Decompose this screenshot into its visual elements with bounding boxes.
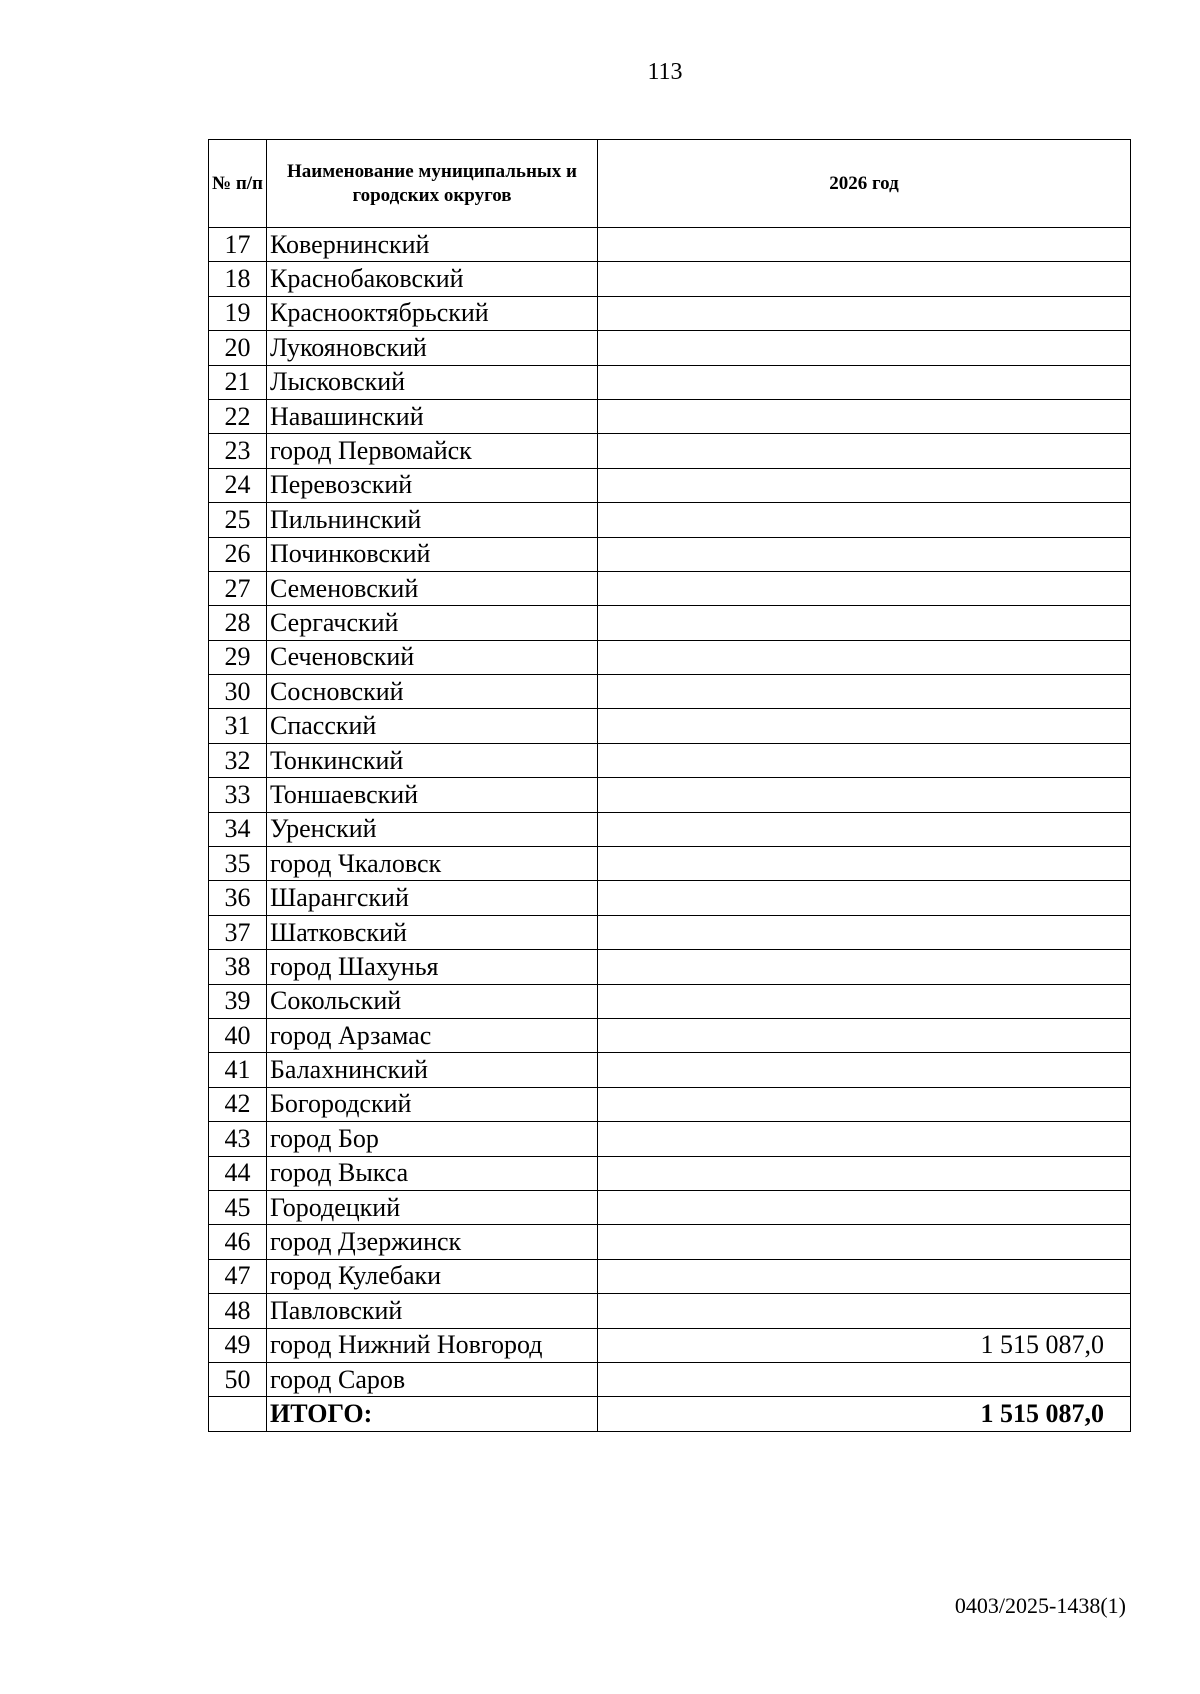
row-name: Городецкий	[267, 1190, 598, 1224]
total-number-cell	[209, 1397, 267, 1432]
row-value	[598, 778, 1131, 812]
table-row	[209, 709, 1131, 743]
header-name	[267, 140, 598, 228]
row-value	[598, 434, 1131, 468]
table-row	[209, 228, 1131, 262]
row-value	[598, 296, 1131, 330]
row-value	[598, 675, 1131, 709]
row-name: Сосновский	[267, 675, 598, 709]
table-row	[209, 537, 1131, 571]
table-row	[209, 1294, 1131, 1328]
row-number: 30	[209, 675, 267, 709]
row-number: 45	[209, 1190, 267, 1224]
table-row	[209, 571, 1131, 605]
row-number: 39	[209, 984, 267, 1018]
row-name: Перевозский	[267, 468, 598, 502]
row-name: город Арзамас	[267, 1018, 598, 1052]
table-row	[209, 915, 1131, 949]
row-number: 41	[209, 1053, 267, 1087]
row-value	[598, 468, 1131, 502]
row-number: 29	[209, 640, 267, 674]
table-row	[209, 1018, 1131, 1052]
table-row	[209, 331, 1131, 365]
header-name-label: Наименование муниципальных и городских округов	[287, 160, 577, 206]
row-number: 40	[209, 1018, 267, 1052]
row-value: 1 515 087,0	[598, 1328, 1131, 1362]
row-name: Ковернинский	[267, 228, 598, 262]
row-number: 42	[209, 1087, 267, 1121]
row-value	[598, 984, 1131, 1018]
row-name: город Саров	[267, 1362, 598, 1396]
row-number: 38	[209, 950, 267, 984]
row-name: город Дзержинск	[267, 1225, 598, 1259]
row-name: Балахнинский	[267, 1053, 598, 1087]
table-row	[209, 1225, 1131, 1259]
row-name: Сергачский	[267, 606, 598, 640]
total-value: 1 515 087,0	[598, 1397, 1131, 1432]
table-row	[209, 984, 1131, 1018]
row-name: Краснобаковский	[267, 262, 598, 296]
row-value	[598, 1294, 1131, 1328]
table-row	[209, 468, 1131, 502]
row-name: Тоншаевский	[267, 778, 598, 812]
row-name: Павловский	[267, 1294, 598, 1328]
row-value	[598, 1053, 1131, 1087]
row-name: Краснооктябрьский	[267, 296, 598, 330]
row-name: город Первомайск	[267, 434, 598, 468]
row-name: город Нижний Новгород	[267, 1328, 598, 1362]
table-row	[209, 950, 1131, 984]
row-value	[598, 1259, 1131, 1293]
row-number: 23	[209, 434, 267, 468]
row-value	[598, 1156, 1131, 1190]
row-number: 34	[209, 812, 267, 846]
row-number: 25	[209, 503, 267, 537]
table-row	[209, 743, 1131, 777]
row-name: Сеченовский	[267, 640, 598, 674]
row-name: Семеновский	[267, 571, 598, 605]
row-number: 48	[209, 1294, 267, 1328]
total-row	[209, 1397, 1131, 1432]
table-row	[209, 1190, 1131, 1224]
row-value	[598, 1087, 1131, 1121]
row-name: город Бор	[267, 1122, 598, 1156]
table-row	[209, 399, 1131, 433]
row-value	[598, 571, 1131, 605]
row-name: Навашинский	[267, 399, 598, 433]
row-number: 20	[209, 331, 267, 365]
row-value	[598, 1122, 1131, 1156]
table-row	[209, 262, 1131, 296]
document-code: 0403/2025-1438(1)	[954, 1593, 1126, 1618]
row-value	[598, 709, 1131, 743]
header-number	[209, 140, 267, 228]
row-name: Починковский	[267, 537, 598, 571]
table-row	[209, 812, 1131, 846]
row-value	[598, 1018, 1131, 1052]
table-row	[209, 778, 1131, 812]
row-name: город Кулебаки	[267, 1259, 598, 1293]
table-row	[209, 1259, 1131, 1293]
row-value	[598, 881, 1131, 915]
row-name: Сокольский	[267, 984, 598, 1018]
row-value	[598, 537, 1131, 571]
row-number: 49	[209, 1328, 267, 1362]
table-row	[209, 365, 1131, 399]
row-value	[598, 915, 1131, 949]
row-number: 44	[209, 1156, 267, 1190]
table-row	[209, 606, 1131, 640]
row-number: 33	[209, 778, 267, 812]
row-name: Лысковский	[267, 365, 598, 399]
table-body	[209, 228, 1131, 1432]
table-row	[209, 1122, 1131, 1156]
row-value	[598, 503, 1131, 537]
row-name: город Шахунья	[267, 950, 598, 984]
row-value	[598, 228, 1131, 262]
row-value	[598, 847, 1131, 881]
row-number: 43	[209, 1122, 267, 1156]
row-number: 36	[209, 881, 267, 915]
table-row	[209, 503, 1131, 537]
row-name: город Выкса	[267, 1156, 598, 1190]
row-value	[598, 743, 1131, 777]
row-number: 46	[209, 1225, 267, 1259]
table-row	[209, 1328, 1131, 1362]
row-number: 37	[209, 915, 267, 949]
header-year	[598, 140, 1131, 228]
row-number: 18	[209, 262, 267, 296]
row-number: 31	[209, 709, 267, 743]
row-value	[598, 262, 1131, 296]
row-name: Пильнинский	[267, 503, 598, 537]
row-number: 26	[209, 537, 267, 571]
page-number: 113	[647, 59, 683, 85]
table-row	[209, 675, 1131, 709]
row-value	[598, 950, 1131, 984]
table-row	[209, 1156, 1131, 1190]
row-name: Лукояновский	[267, 331, 598, 365]
table-row	[209, 1362, 1131, 1396]
row-number: 32	[209, 743, 267, 777]
row-value	[598, 365, 1131, 399]
row-name: Тонкинский	[267, 743, 598, 777]
row-number: 50	[209, 1362, 267, 1396]
table-row	[209, 1087, 1131, 1121]
table-row	[209, 881, 1131, 915]
row-name: Шатковский	[267, 915, 598, 949]
table-row	[209, 640, 1131, 674]
row-value	[598, 812, 1131, 846]
row-number: 21	[209, 365, 267, 399]
row-value	[598, 1362, 1131, 1396]
row-name: Спасский	[267, 709, 598, 743]
table-row	[209, 1053, 1131, 1087]
row-name: город Чкаловск	[267, 847, 598, 881]
row-number: 35	[209, 847, 267, 881]
row-number: 27	[209, 571, 267, 605]
total-label: ИТОГО:	[267, 1397, 598, 1432]
table-row	[209, 434, 1131, 468]
header-year-label: 2026 год	[829, 172, 899, 194]
row-name: Уренский	[267, 812, 598, 846]
row-number: 24	[209, 468, 267, 502]
table-row	[209, 847, 1131, 881]
header-number-label: № п/п	[211, 172, 264, 194]
row-number: 47	[209, 1259, 267, 1293]
row-value	[598, 1225, 1131, 1259]
row-value	[598, 640, 1131, 674]
row-number: 22	[209, 399, 267, 433]
row-name: Богородский	[267, 1087, 598, 1121]
row-number: 17	[209, 228, 267, 262]
row-number: 28	[209, 606, 267, 640]
allocation-table	[208, 139, 1131, 1432]
row-value	[598, 399, 1131, 433]
table-header-row	[209, 140, 1131, 228]
table-row	[209, 296, 1131, 330]
row-value	[598, 331, 1131, 365]
row-value	[598, 606, 1131, 640]
row-number: 19	[209, 296, 267, 330]
row-value	[598, 1190, 1131, 1224]
row-name: Шарангский	[267, 881, 598, 915]
